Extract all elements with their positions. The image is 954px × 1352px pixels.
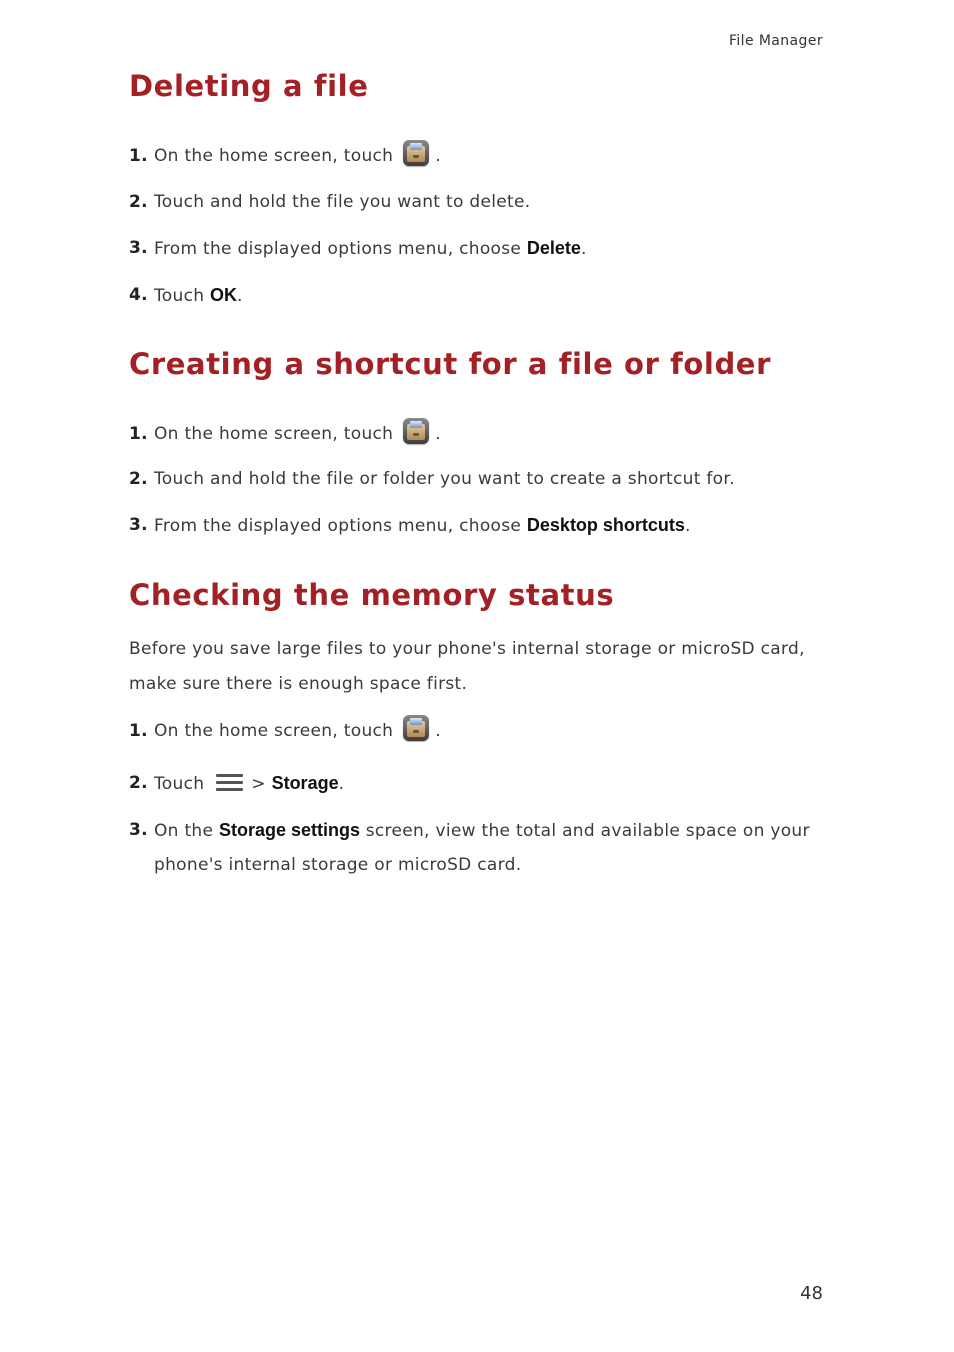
steps-list (129, 139, 829, 313)
list-item (129, 714, 829, 748)
step-number: 4. (129, 285, 148, 305)
menu-icon[interactable] (216, 773, 243, 792)
step-punct: . (435, 424, 441, 444)
option-ok: OK (210, 285, 238, 305)
file-manager-app-icon[interactable] (403, 715, 429, 741)
step-text: Touch and hold the file or folder you want to create a shortcut for. (154, 469, 735, 489)
list-item (129, 508, 829, 543)
page-number: 48 (800, 1283, 823, 1304)
step-separator: > (251, 774, 266, 794)
section-deleting-file (129, 68, 829, 313)
section-title: Deleting a file (129, 69, 369, 103)
running-header: File Manager (728, 33, 823, 49)
list-item (129, 185, 829, 219)
option-storage: Storage (271, 773, 339, 793)
step-text: Touch (154, 286, 205, 306)
step-text: Touch (154, 774, 205, 794)
list-item (129, 278, 829, 313)
section-memory-status (129, 577, 829, 882)
option-delete: Delete (526, 238, 581, 258)
section-title: Creating a shortcut for a file or folder (129, 347, 771, 381)
section-title: Checking the memory status (129, 578, 615, 612)
list-item (129, 139, 829, 173)
list-item (129, 231, 829, 266)
step-number: 1. (129, 146, 148, 166)
file-manager-app-icon[interactable] (403, 418, 429, 444)
list-item (129, 813, 829, 882)
option-desktop-shortcuts: Desktop shortcuts (526, 515, 685, 535)
step-text-rest: screen, view the total and available space on your phone's internal storage or microSD card. (154, 821, 810, 875)
step-number: 2. (129, 469, 148, 489)
step-punct: . (435, 721, 441, 741)
step-text: On the home screen, touch (154, 721, 394, 741)
list-item (129, 417, 829, 451)
step-number: 1. (129, 424, 148, 444)
step-punct: . (684, 516, 691, 536)
step-text: Touch and hold the file you want to delete. (154, 192, 531, 212)
step-text: From the displayed options menu, choose (154, 239, 522, 259)
step-number: 2. (129, 773, 148, 793)
step-text: From the displayed options menu, choose (154, 516, 522, 536)
steps-list (129, 714, 829, 882)
step-text: On the home screen, touch (154, 146, 394, 166)
step-number: 1. (129, 721, 148, 741)
file-manager-app-icon[interactable] (403, 140, 429, 166)
step-number: 3. (129, 820, 148, 840)
step-punct: . (580, 239, 587, 259)
step-number: 3. (129, 238, 148, 258)
step-punct: . (435, 146, 441, 166)
step-number: 3. (129, 515, 148, 535)
intro-paragraph: Before you save large files to your phone's internal storage or microSD card, make sure there is enough space first. (129, 639, 805, 694)
step-text: On the (154, 821, 214, 841)
step-punct: . (338, 774, 345, 794)
section-creating-shortcut (129, 346, 829, 543)
step-punct: . (237, 286, 243, 306)
step-number: 2. (129, 192, 148, 212)
list-item (129, 766, 829, 801)
step-text: On the home screen, touch (154, 424, 394, 444)
list-item (129, 462, 829, 496)
option-storage-settings: Storage settings (218, 820, 361, 840)
steps-list (129, 417, 829, 543)
